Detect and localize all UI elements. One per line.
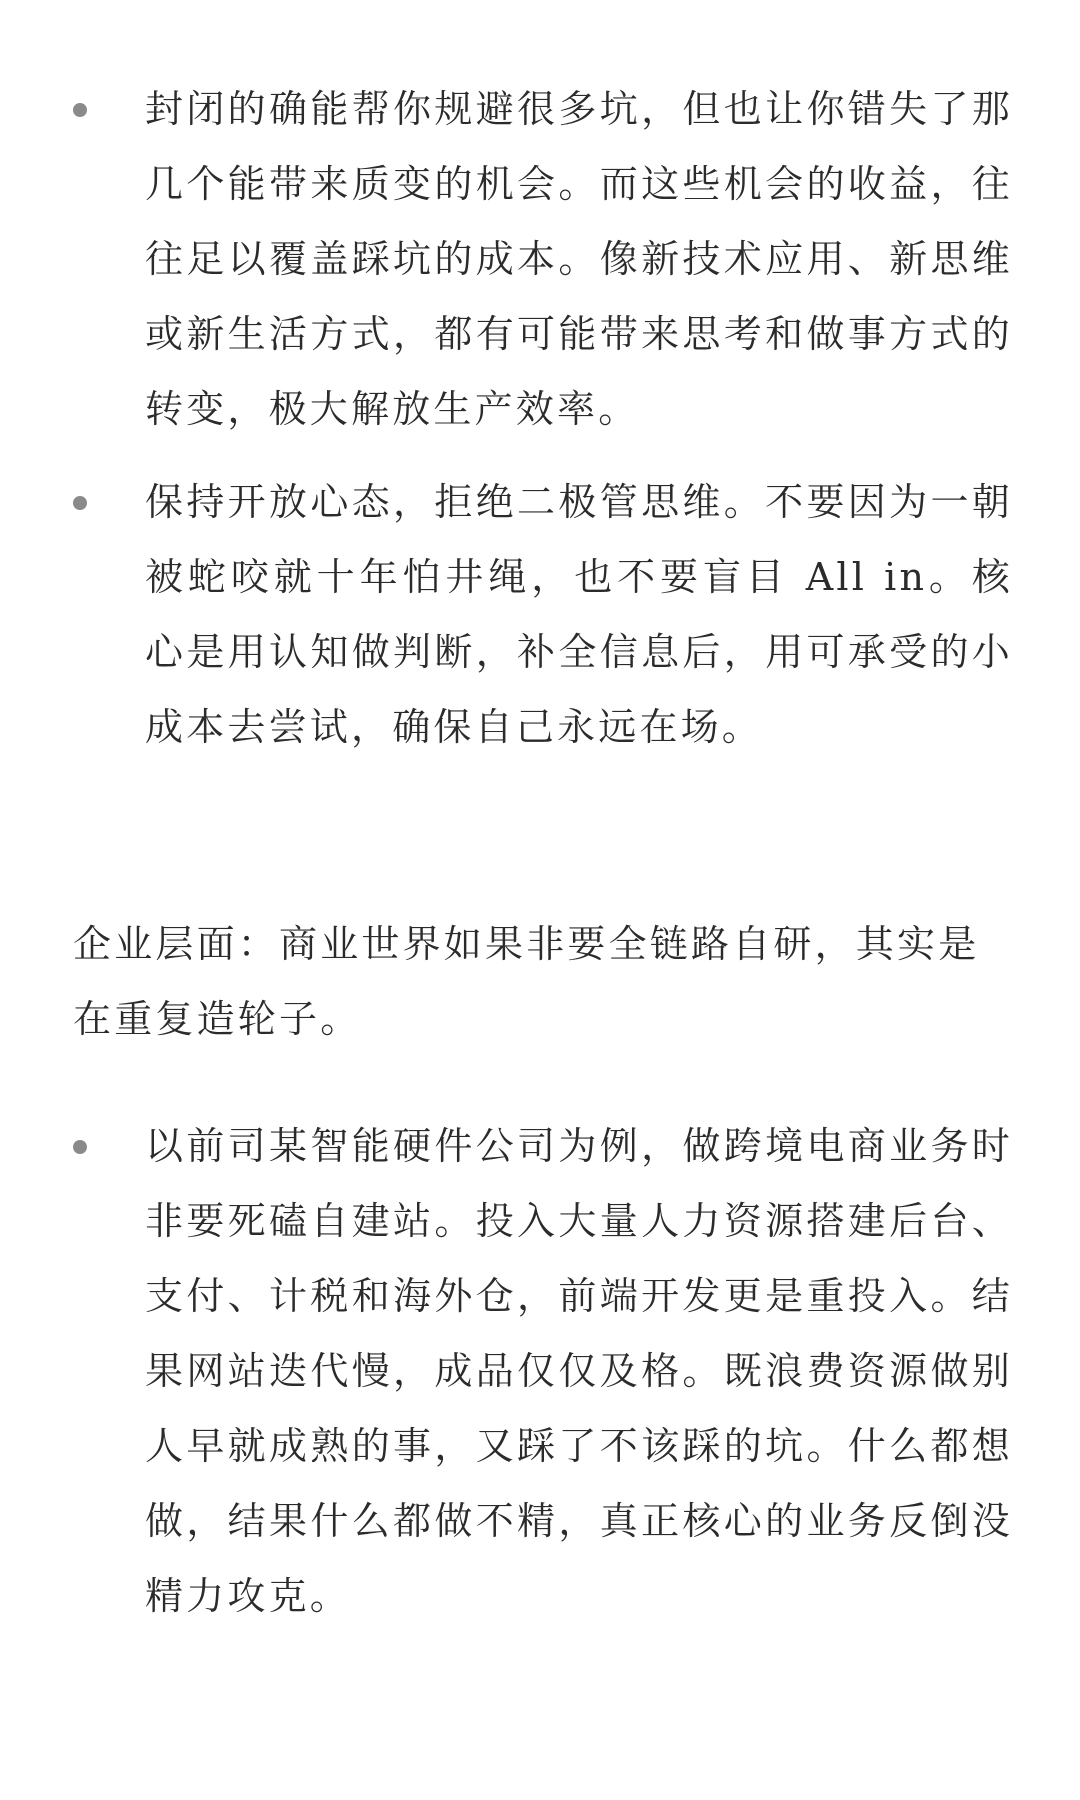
list-item-text: 保持开放心态，拒绝二极管思维。不要因为一朝被蛇咬就十年怕井绳，也不要盲目 All in。核心是用认知做判断，补全信息后，用可承受的小成本去尝试，确保自己永远在场。 [145, 480, 1013, 749]
list-item-text: 封闭的确能帮你规避很多坑，但也让你错失了那几个能带来质变的机会。而这些机会的收益，往往足以覆盖踩坑的成本。像新技术应用、新思维或新生活方式，都有可能带来思考和做事方式的转变，极大解放生产效率。 [145, 87, 1013, 431]
bullet-dot-icon [73, 1140, 87, 1154]
bullet-dot-icon [73, 103, 87, 117]
list-item-text: 以前司某智能硬件公司为例，做跨境电商业务时非要死磕自建站。投入大量人力资源搭建后台、支付、计税和海外仓，前端开发更是重投入。结果网站迭代慢，成品仅仅及格。既浪费资源做别人早就成熟的事，又踩了不该踩的坑。什么都想做，结果什么都做不精，真正核心的业务反倒没精力攻克。 [145, 1124, 1013, 1618]
section-heading: 企业层面：商业世界如果非要全链路自研，其实是在重复造轮子。 [73, 922, 980, 1041]
bullet-dot-icon [73, 496, 87, 510]
